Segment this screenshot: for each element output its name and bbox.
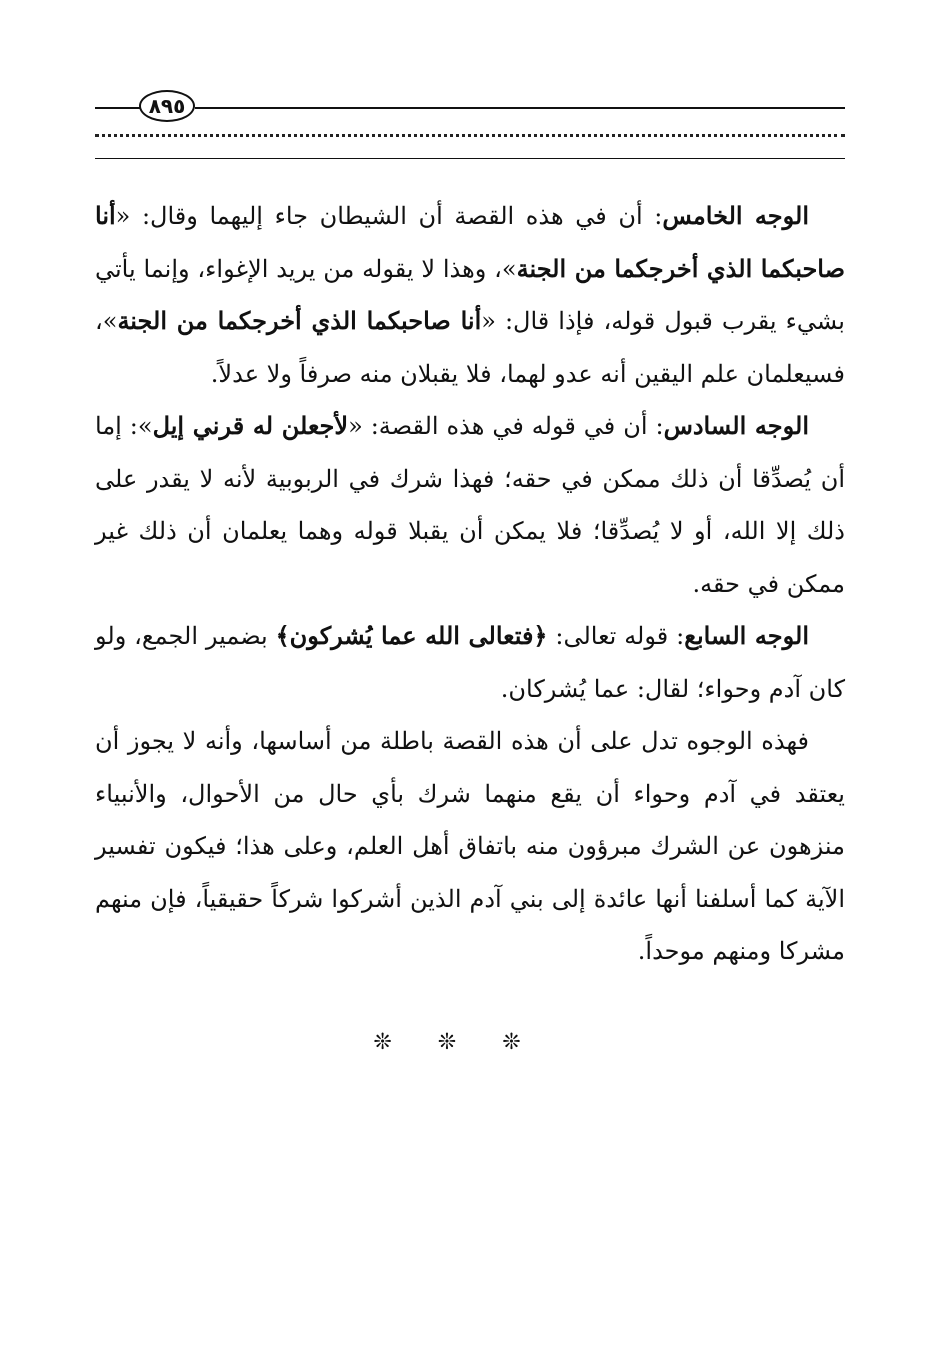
header-rule-left: [95, 107, 140, 109]
quran-verse: ﴿فتعالى الله عما يُشركون﴾: [275, 621, 548, 650]
paragraph-seventh-aspect: [95, 610, 845, 715]
text-segment: : أن في هذه القصة أن الشيطان جاء إليهما وقال: «: [115, 202, 663, 230]
page-number-badge: [139, 90, 195, 122]
text-segment: فهذه الوجوه تدل على أن هذه القصة باطلة من أساسها، وأنه لا يجوز أن يعتقد في آدم وحواء أن يقع منهما شرك بأي حال من الأحوال، والأنبياء منزهون عن الشرك مبرؤون منه باتفاق أهل العلم، وعلى هذا؛ فيكون تفسير الآية كما أسلفنا أنها عائدة إلى بني آدم الذين أشركوا شركاً حقيقياً، فإن منهم مشركا ومنهم موحداً.: [95, 727, 845, 965]
text-segment: : أن في قوله في هذه القصة: «: [348, 412, 664, 440]
text-segment: بضمير الجمع، ولو كان آدم وحواء؛ لقال: عما يُشركان.: [95, 622, 845, 703]
text-segment: »: إما أن يُصدِّقا أن ذلك ممكن في حقه؛ فهذا شرك في الربوبية لأنه لا يقدر على ذلك إلا الله، أو لا يُصدِّقا؛ فلا يمكن أن يقبلا قوله وهما يعلمان أن ذلك غير ممكن في حقه.: [95, 412, 845, 598]
text-segment: »، فسيعلمان علم اليقين أنه عدو لهما، فلا يقبلان منه صرفاً ولا عدلاً.: [95, 307, 845, 388]
heading-sixth-aspect: الوجه السادس: [663, 411, 810, 440]
section-separator: [0, 1030, 928, 1055]
heading-fifth-aspect: الوجه الخامس: [662, 201, 809, 230]
header-dotted-divider: [95, 134, 845, 137]
body-text: [95, 190, 845, 978]
header-rule-right: [195, 107, 845, 109]
header-bottom-rule: [95, 158, 845, 159]
heading-seventh-aspect: الوجه السابع: [684, 621, 810, 650]
star-ornament-icon: ❊: [437, 1030, 491, 1055]
star-ornament-icon: ❊: [373, 1030, 426, 1055]
page-header: [95, 88, 845, 168]
paragraph-conclusion: [95, 715, 845, 978]
text-segment: »، وهذا لا يقوله من يريد الإغواء، وإنما يأتي بشيء يقرب قبول قوله، فإذا قال: «: [95, 254, 845, 335]
paragraph-fifth-aspect: [95, 190, 845, 400]
quote-bold: أنا صاحبكما الذي أخرجكما من الجنة: [95, 201, 845, 283]
star-ornament-icon: ❊: [502, 1030, 555, 1055]
quote-bold: لأجعلن له قرني إيل: [152, 411, 349, 440]
paragraph-sixth-aspect: [95, 400, 845, 610]
page-number: ٨٩٥: [148, 94, 186, 118]
quote-bold: أنا صاحبكما الذي أخرجكما من الجنة: [117, 306, 482, 335]
text-segment: : قوله تعالى:: [547, 622, 685, 650]
